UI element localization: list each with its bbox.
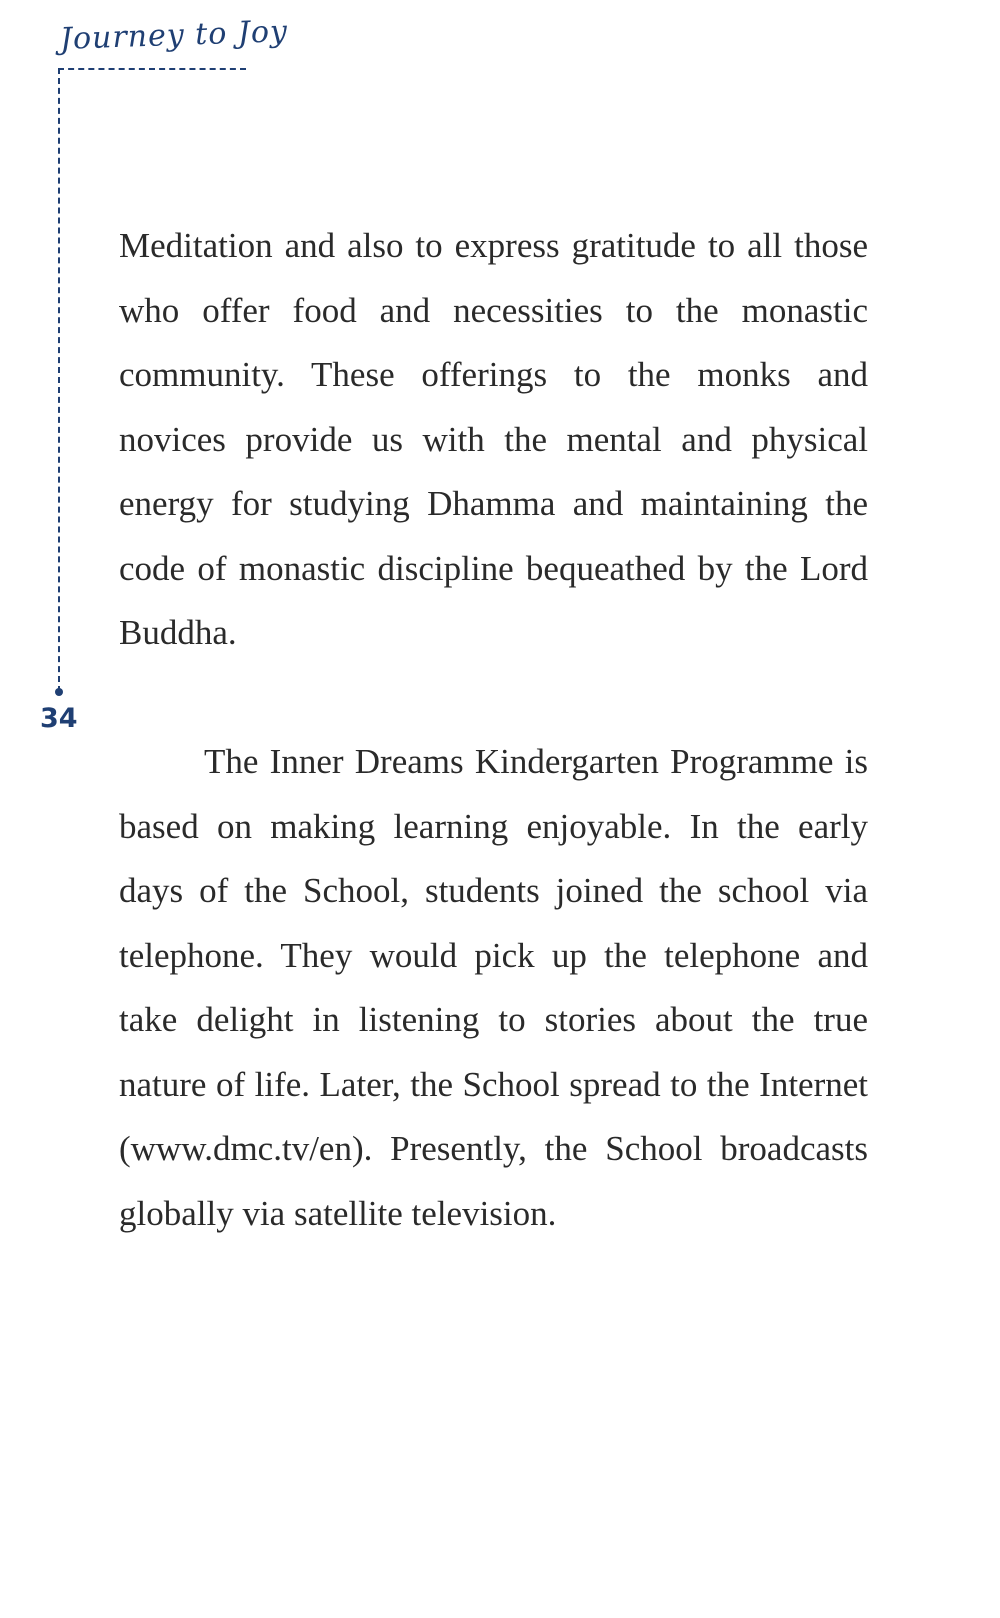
body-paragraph: The Inner Dreams Kindergarten Programme is based on making learning enjoyable. In the early days of the School, students joined the school via telephone. They would pick up the telephone and take delight in listening to stories about the true nature of life. Later, the School spread to the Internet (www.dmc.tv/en). Presently, the School broadcasts globally via satellite television.	[119, 742, 868, 1233]
header-dashed-rule	[58, 68, 246, 70]
rule-end-dot	[55, 688, 63, 696]
page-number: 34	[40, 703, 78, 734]
running-head-title: Journey to Joy	[59, 14, 289, 57]
margin-dashed-rule	[58, 68, 60, 692]
body-paragraph: Meditation and also to express gratitude to all those who offer food and necessities to the monastic community. These offerings to the monks and novices provide us with the mental and physical energy for studying Dhamma and maintaining the code of monastic discipline bequeathed by the Lord Buddha.	[119, 226, 868, 652]
